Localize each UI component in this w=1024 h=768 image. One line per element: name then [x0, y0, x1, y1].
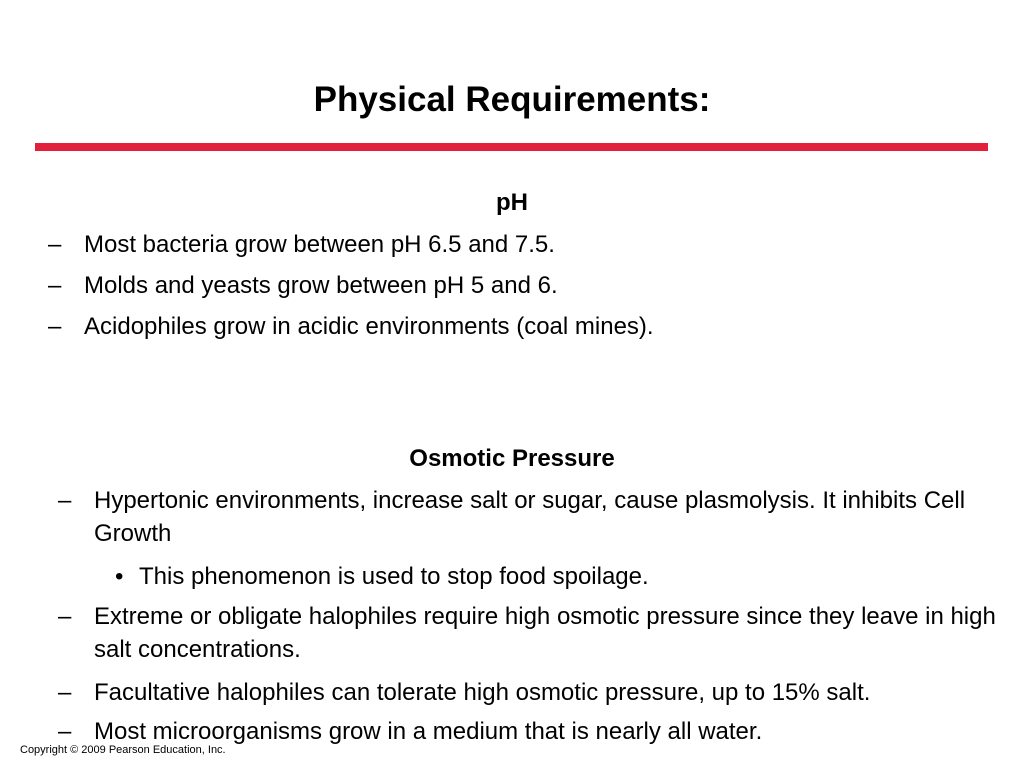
list-item-text: Acidophiles grow in acidic environments (coal mines).: [84, 313, 654, 340]
list-item-text: This phenomenon is used to stop food spoilage.: [139, 563, 649, 590]
dash-marker: –: [48, 313, 62, 340]
dash-marker: –: [58, 487, 72, 514]
section-heading-ph: pH: [496, 189, 528, 216]
list-item: [48, 269, 988, 302]
slide-title: Physical Requirements:: [313, 80, 711, 119]
list-item: [58, 600, 1008, 666]
list-item-text: Extreme or obligate halophiles require high osmotic pressure since they leave in high salt concentrations.: [94, 603, 996, 663]
dash-marker: –: [58, 603, 72, 630]
dash-marker: –: [58, 718, 72, 745]
dash-marker: –: [48, 272, 62, 299]
dash-marker: –: [58, 679, 72, 706]
list-item: [48, 310, 988, 343]
copyright-footer: Copyright © 2009 Pearson Education, Inc.: [20, 744, 226, 756]
section-heading-osmotic-pressure: Osmotic Pressure: [409, 445, 615, 472]
list-item: [115, 560, 995, 593]
list-item-text: Most bacteria grow between pH 6.5 and 7.5.: [84, 231, 555, 258]
list-item-text: Molds and yeasts grow between pH 5 and 6.: [84, 272, 558, 299]
title-divider: [35, 143, 988, 151]
dash-marker: –: [48, 231, 62, 258]
list-item-text: Facultative halophiles can tolerate high osmotic pressure, up to 15% salt.: [94, 679, 871, 706]
list-item: [48, 228, 988, 261]
list-item: [58, 676, 1024, 709]
bullet-marker: •: [115, 563, 124, 590]
list-item-text: Most microorganisms grow in a medium that is nearly all water.: [94, 718, 763, 745]
list-item-text: Hypertonic environments, increase salt or sugar, cause plasmolysis. It inhibits Cell Growth: [94, 487, 966, 547]
list-item: [58, 484, 1008, 550]
